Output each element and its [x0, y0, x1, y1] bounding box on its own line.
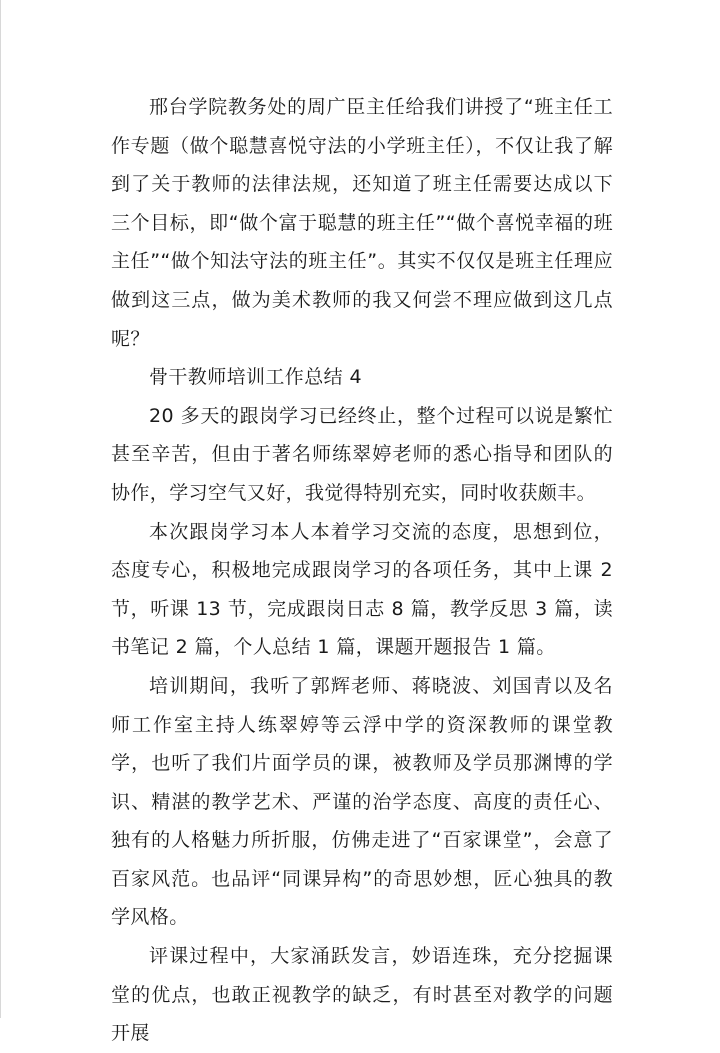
paragraph-class-observation: 培训期间，我听了郭辉老师、蒋晓波、刘国青以及名师工作室主持人练翠婷等云浮中学的资深教师的课堂教学，也听了我们片面学员的课，被教师及学员那渊博的学识、精湛的教学艺术、严谨的治学态度、高度的责任心、独有的人格魅力所折服，仿佛走进了“百家课堂”，会意了百家风范。也品评“同课异构”的奇思妙想，匠心独具的教学风格。: [111, 674, 613, 929]
section-heading: 骨干教师培训工作总结 4: [149, 366, 362, 389]
paragraph-shadowing-overview: 20 多天的跟岗学习已经终止，整个过程可以说是繁忙甚至辛苦，但由于著名师练翠婷老师的悉心指导和团队的协作，学习空气又好，我觉得特别充实，同时收获颇丰。: [111, 404, 613, 504]
paragraph-lesson-review: 评课过程中，大家涌跃发言，妙语连珠，充分挖掘课堂的优点，也敢正视教学的缺乏，有时甚至对教学的问题开展: [111, 945, 613, 1045]
document-body: [111, 88, 613, 1053]
paragraph-duties-of-head-teacher: 邢台学院教务处的周广臣主任给我们讲授了“班主任工作专题（做个聪慧喜悦守法的小学班主任），不仅让我了解到了关于教师的法律法规，还知道了班主任需要达成以下三个目标，即“做个富于聪慧的班主任”“做个喜悦幸福的班主任”“做个知法守法的班主任”。其实不仅仅是班主任理应做到这三点，做为美术教师的我又何尝不理应做到这几点呢？: [111, 96, 613, 350]
paragraph-task-summary: 本次跟岗学习本人本着学习交流的态度，思想到位，态度专心，积极地完成跟岗学习的各项任务，其中上课 2 节，听课 13 节，完成跟岗日志 8 篇，教学反思 3 篇，读书笔记 2 篇，个人总结 1 篇，课题开题报告 1 篇。: [111, 520, 613, 659]
